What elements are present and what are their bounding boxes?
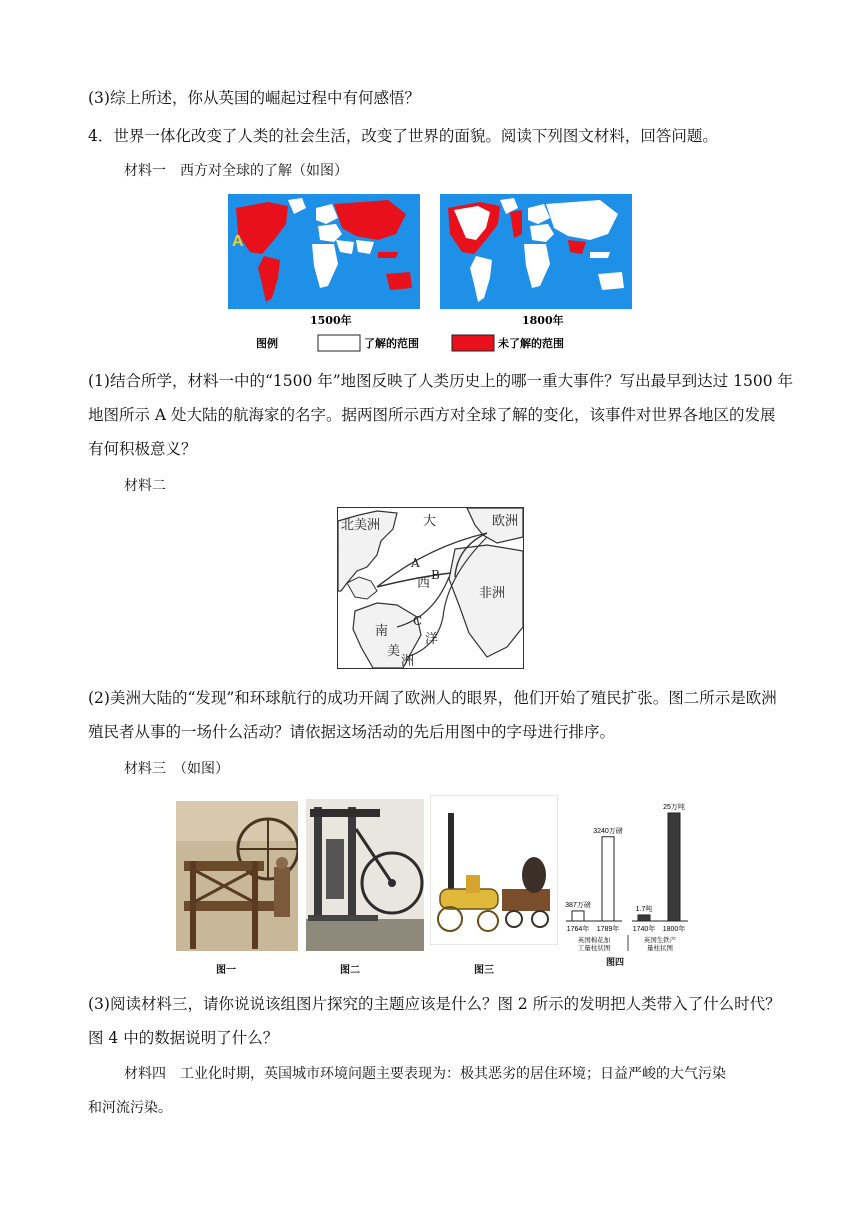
legend-known-swatch — [318, 335, 360, 351]
label-route-b: B — [431, 568, 440, 582]
label-nan: 南 — [375, 624, 389, 639]
world-map-figure — [226, 190, 636, 356]
question-3-reflection: (3)综上所述，你从英国的崛起过程中有何感悟？ — [88, 89, 420, 107]
question-4-2-line-a: (2)美洲大陆的“发现”和环球航行的成功开阔了欧洲人的眼界，他们开始了殖民扩张。图二所示是欧洲 — [88, 689, 777, 707]
question-4-3-line-a: (3)阅读材料三，请你说说该组图片探究的主题应该是什么？图 2 所示的发明把人类带入了什么时代？ — [88, 995, 781, 1013]
legend-known-label: 了解的范围 — [364, 337, 419, 350]
label-north-america: 北美洲 — [341, 518, 381, 533]
cotton-value-label-0: 387万磅 — [565, 901, 591, 909]
iron-year-label-1: 1800年 — [662, 926, 686, 933]
material-3-figure — [176, 795, 696, 975]
cotton-year-label-0: 1764年 — [566, 926, 590, 933]
label-yang: 洋 — [425, 632, 439, 647]
legend-title: 图例 — [256, 337, 278, 350]
label-zhou: 洲 — [401, 654, 415, 669]
material-3-title: 材料三 （如图） — [124, 761, 229, 777]
material-2-title: 材料二 — [124, 478, 166, 494]
steam-engine-image — [306, 799, 424, 951]
cotton-value-label-1: 3240万磅 — [593, 827, 623, 835]
question-4-intro: 4．世界一体化改变了人类的社会生活，改变了世界的面貌。阅读下列图文材料，回答问题。 — [88, 127, 718, 145]
iron-value-label-0: 1.7吨 — [635, 906, 653, 913]
map-year-1800: 1800年 — [522, 314, 564, 327]
cotton-chart-title-2: 工量柱状图 — [577, 945, 611, 952]
label-route-a: A — [411, 556, 420, 570]
label-africa: 非洲 — [479, 586, 506, 601]
label-mei: 美 — [387, 644, 401, 659]
map-year-1500: 1500年 — [310, 314, 352, 327]
material-4-line-a: 材料四 工业化时期，英国城市环境问题主要表现为：极其恶劣的居住环境；日益严峻的大气污染 — [124, 1066, 726, 1082]
question-4-1-line-b: 地图所示 A 处大陆的航海家的名字。据两图所示西方对全球了解的变化，该事件对世界各地区的发展 — [88, 406, 776, 424]
caption-2: 图二 — [340, 965, 360, 976]
question-4-1-line-c: 有何积极意义？ — [88, 440, 197, 458]
triangular-trade-map — [337, 507, 524, 669]
cotton-bar-1 — [602, 837, 614, 921]
legend-unknown-label: 未了解的范围 — [498, 337, 564, 350]
caption-3: 图三 — [474, 965, 494, 976]
label-route-c: C — [413, 614, 423, 628]
label-da: 大 — [423, 514, 437, 529]
material-4-line-b: 和河流污染。 — [88, 1100, 172, 1116]
question-4-1-line-a: (1)结合所学，材料一中的“1500 年”地图反映了人类历史上的哪一重大事件？写出最早到达过 1500 年 — [88, 372, 793, 390]
legend-unknown-swatch — [452, 335, 494, 351]
caption-1: 图一 — [216, 965, 236, 976]
cotton-bar-0 — [572, 911, 584, 921]
question-4-3-line-b: 图 4 中的数据说明了什么？ — [88, 1029, 279, 1047]
cotton-chart-title-1: 英国棉花加 — [577, 937, 611, 944]
continent-label-a: A — [232, 233, 244, 250]
iron-bar-0 — [638, 915, 650, 921]
world-maps-svg — [226, 190, 636, 356]
locomotive-image — [430, 795, 558, 945]
map-1800 — [440, 194, 632, 309]
map-1500 — [228, 194, 420, 309]
bar-charts — [562, 795, 696, 955]
caption-4: 图四 — [606, 958, 625, 968]
iron-bar-1 — [668, 813, 680, 921]
iron-value-label-1: 25万吨 — [663, 804, 685, 811]
question-4-2-line-b: 殖民者从事的一场什么活动？请依据这场活动的先后用图中的字母进行排序。 — [88, 723, 616, 741]
iron-chart-title-2: 量柱状图 — [647, 945, 673, 952]
iron-year-label-0: 1740年 — [632, 926, 656, 933]
spinning-jenny-image — [176, 801, 298, 951]
material-1-title: 材料一 西方对全球的了解（如图） — [124, 163, 348, 179]
cotton-year-label-1: 1789年 — [596, 926, 620, 933]
label-europe: 欧洲 — [492, 514, 519, 529]
label-xi: 西 — [417, 576, 431, 591]
iron-chart-title-1: 英国生铁产 — [643, 937, 677, 944]
